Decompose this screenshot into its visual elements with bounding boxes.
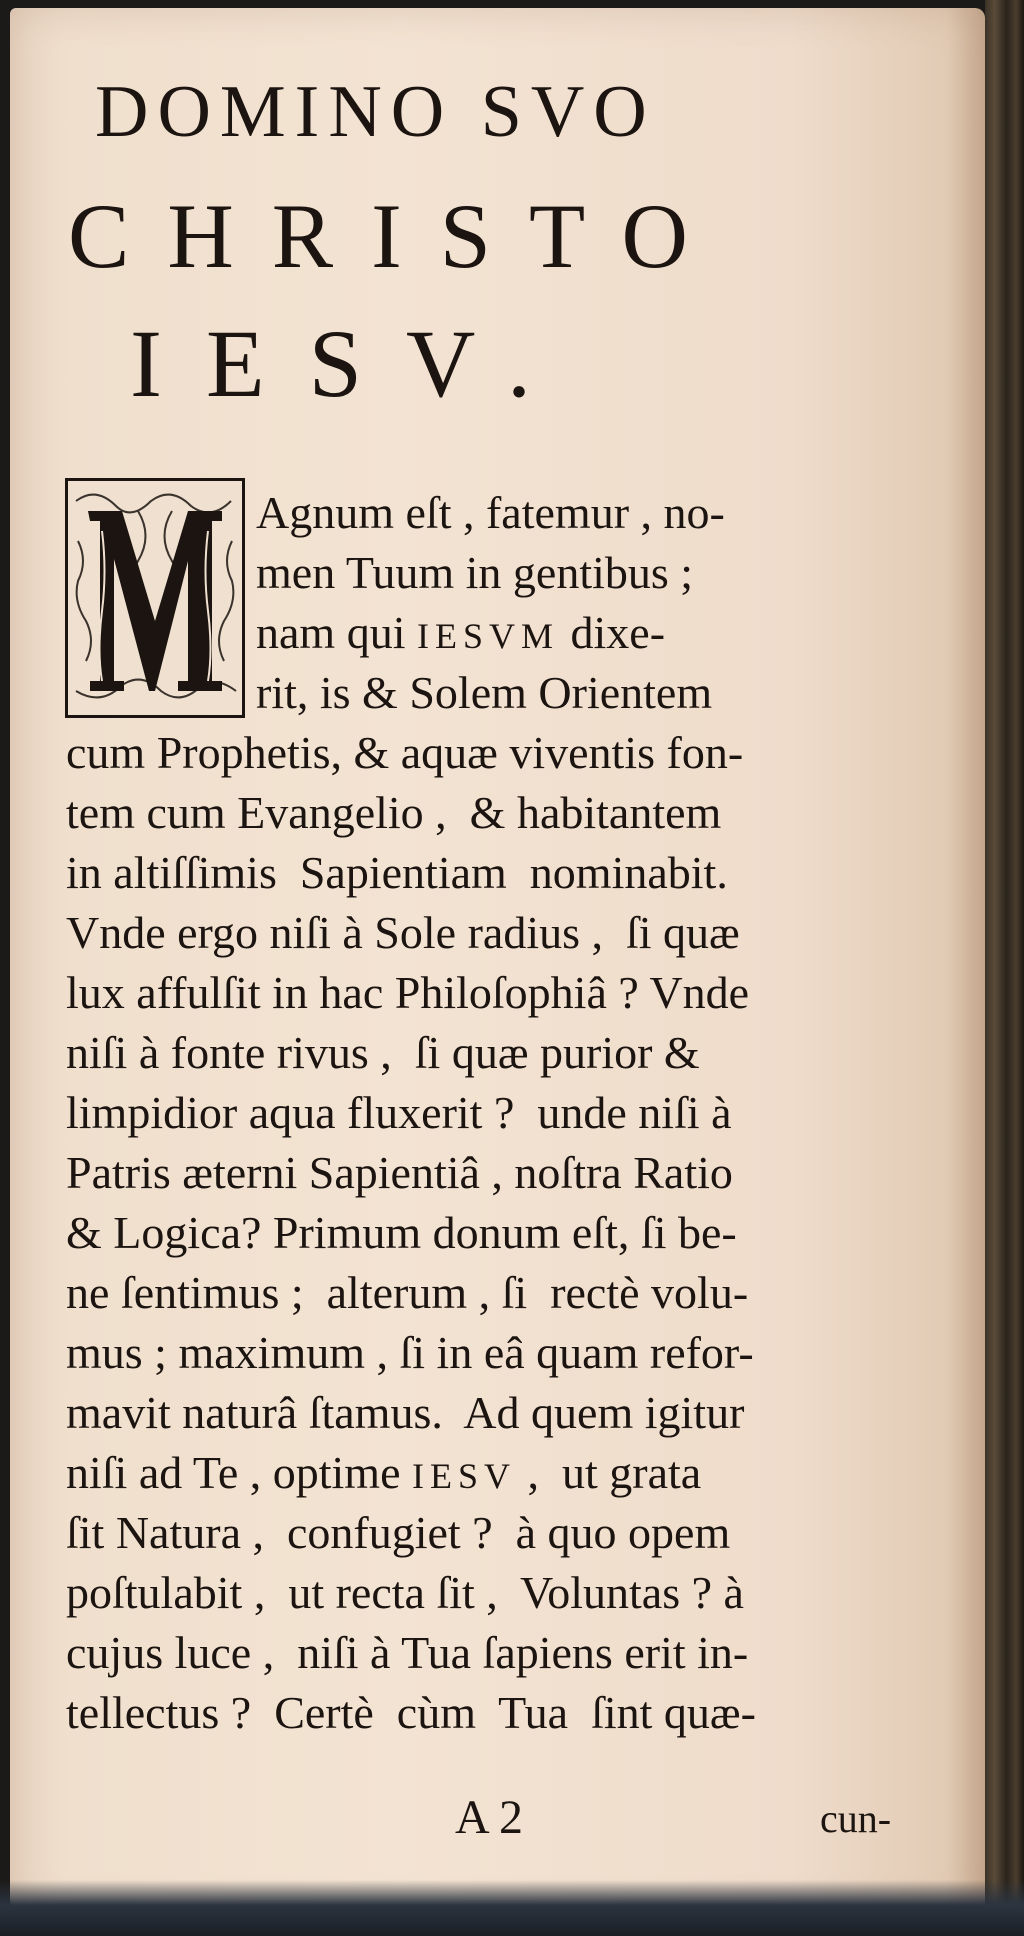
text-line: tellectus ? Certè cùm Tua ſint quæ- [66,1687,756,1738]
text-line: ſit Natura , confugiet ? à quo opem [66,1507,731,1558]
text-line: cum Prophetis, & aquæ viventis fon- [66,727,744,778]
heading-line-3: IESV. [130,310,575,417]
text-line: men Tuum in gentibus ; [256,547,694,598]
text-line: tem cum Evangelio , & habitantem [66,787,722,838]
text-line: cujus luce , niſi à Tua ſapiens erit in- [66,1627,749,1678]
text-line: mus ; maximum , ſi in eâ quam refor- [66,1327,754,1378]
text-line: Patris æterni Sapientiâ , noſtra Ratio [66,1147,733,1198]
drop-cap-initial [65,478,245,718]
ornamental-m-icon [68,481,242,715]
text-line: niſi ad Te , optime IESV , ut grata [66,1447,702,1498]
text-line: niſi à fonte rivus , ſi quæ purior & [66,1027,700,1078]
text-line: ne ſentimus ; alterum , ſi rectè volu- [66,1267,749,1318]
heading-line-1: DOMINO SVO [95,71,656,153]
text-line: nam qui IESVM dixe- [256,607,666,658]
text-line: rit, is & Solem Orientem [256,667,713,718]
text-line: & Logica? Primum donum eſt, ſi be- [66,1207,737,1258]
text-line: poſtulabit , ut recta ſit , Voluntas ? à [66,1567,744,1618]
signature-mark: A 2 [455,1791,524,1844]
text-line: lux affulſit in hac Philoſophiâ ? Vnde [66,967,750,1018]
text-line: limpidior aqua fluxerit ? unde niſi à [66,1087,732,1138]
catchword: cun- [820,1796,892,1841]
text-line: in altiſſimis Sapientiam nominabit. [66,847,728,898]
book-edge [985,0,1024,1936]
text-line: Vnde ergo niſi à Sole radius , ſi quæ [66,907,740,958]
text-line: mavit naturâ ſtamus. Ad quem igitur [66,1387,745,1438]
book-bottom-edge [0,1880,1024,1936]
text-line: Agnum eſt , fatemur , no- [256,487,725,538]
heading-line-2: CHRISTO [68,185,726,287]
